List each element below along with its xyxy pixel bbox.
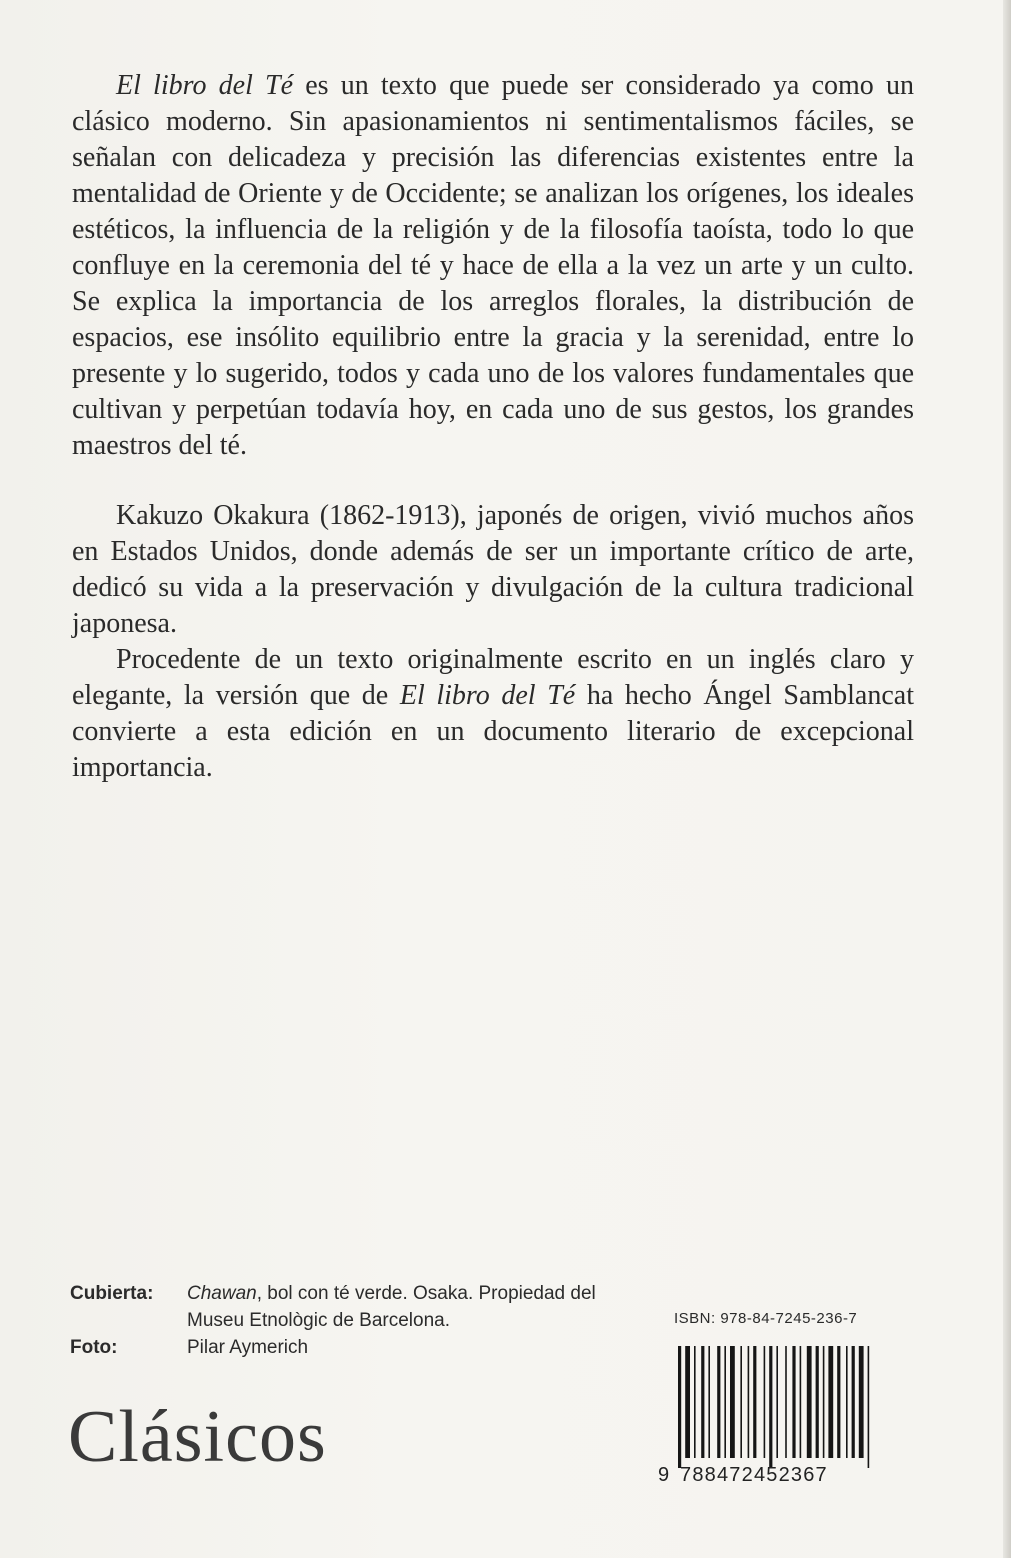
book-title-italic: El libro del Té bbox=[116, 70, 294, 101]
photo-credit-row bbox=[70, 1334, 630, 1361]
page-edge bbox=[1003, 0, 1011, 1558]
barcode-digits: 788472452367 bbox=[680, 1464, 828, 1486]
cover-object-title: Chawan bbox=[187, 1283, 257, 1304]
book-title-italic-2: El libro del Té bbox=[399, 680, 576, 711]
cover-credit-row bbox=[70, 1280, 630, 1334]
blurb-paragraph-1 bbox=[72, 68, 914, 464]
blurb-paragraph-3-start: Procedente de un texto originalmente escrito en un inglés claro y elegante, la versión que de bbox=[72, 644, 914, 711]
cover-credits bbox=[70, 1280, 630, 1361]
photo-credit-value: Pilar Aymerich bbox=[187, 1337, 309, 1358]
blurb-paragraph-2: Kakuzo Okakura (1862-1913), japonés de origen, vivió muchos años en Estados Unidos, donde además de ser un importante crítico de arte, dedicó su vida a la preservación y divulgación de la cultura tradicional japonesa. bbox=[72, 500, 914, 639]
blurb-paragraph-3-end: ha hecho Ángel Samblancat convierte a esta edición en un documento literario de excepcional importancia. bbox=[72, 680, 914, 783]
cover-credit-value bbox=[187, 1280, 630, 1334]
barcode bbox=[656, 1340, 896, 1490]
blurb-paragraph-1-text: es un texto que puede ser considerado ya como un clásico moderno. Sin apasionamientos ni sentimentalismos fáciles, se señalan con delicadeza y precisión las diferencias existentes entre la mentalidad de Oriente y de Occidente; se analizan los orígenes, los ideales estéticos, la influencia de la religión y de la filosofía taoísta, todo lo que confluye en la ceremonia del té y hace de ella a la vez un arte y un culto. Se explica la importancia de los arreglos florales, la distribución de espacios, ese insólito equilibrio entre la gracia y la serenidad, entre lo presente y lo sugerido, todos y cada uno de los valores fundamentales que cultivan y perpetúan todavía hoy, en cada uno de sus gestos, los grandes maestros del té. bbox=[72, 70, 914, 461]
photo-credit-label: Foto: bbox=[70, 1337, 118, 1358]
blurb-paragraph-3 bbox=[72, 642, 914, 786]
barcode-bars-icon bbox=[656, 1340, 896, 1468]
isbn-label: ISBN: 978-84-7245-236-7 bbox=[674, 1310, 858, 1327]
cover-object-description: , bol con té verde. Osaka. Propiedad del Museu Etnològic de Barcelona. bbox=[187, 1283, 596, 1331]
cover-credit-label: Cubierta: bbox=[70, 1283, 154, 1304]
series-name: Clásicos bbox=[68, 1396, 327, 1478]
barcode-first-digit: 9 bbox=[658, 1464, 670, 1486]
blurb-text bbox=[72, 68, 914, 786]
